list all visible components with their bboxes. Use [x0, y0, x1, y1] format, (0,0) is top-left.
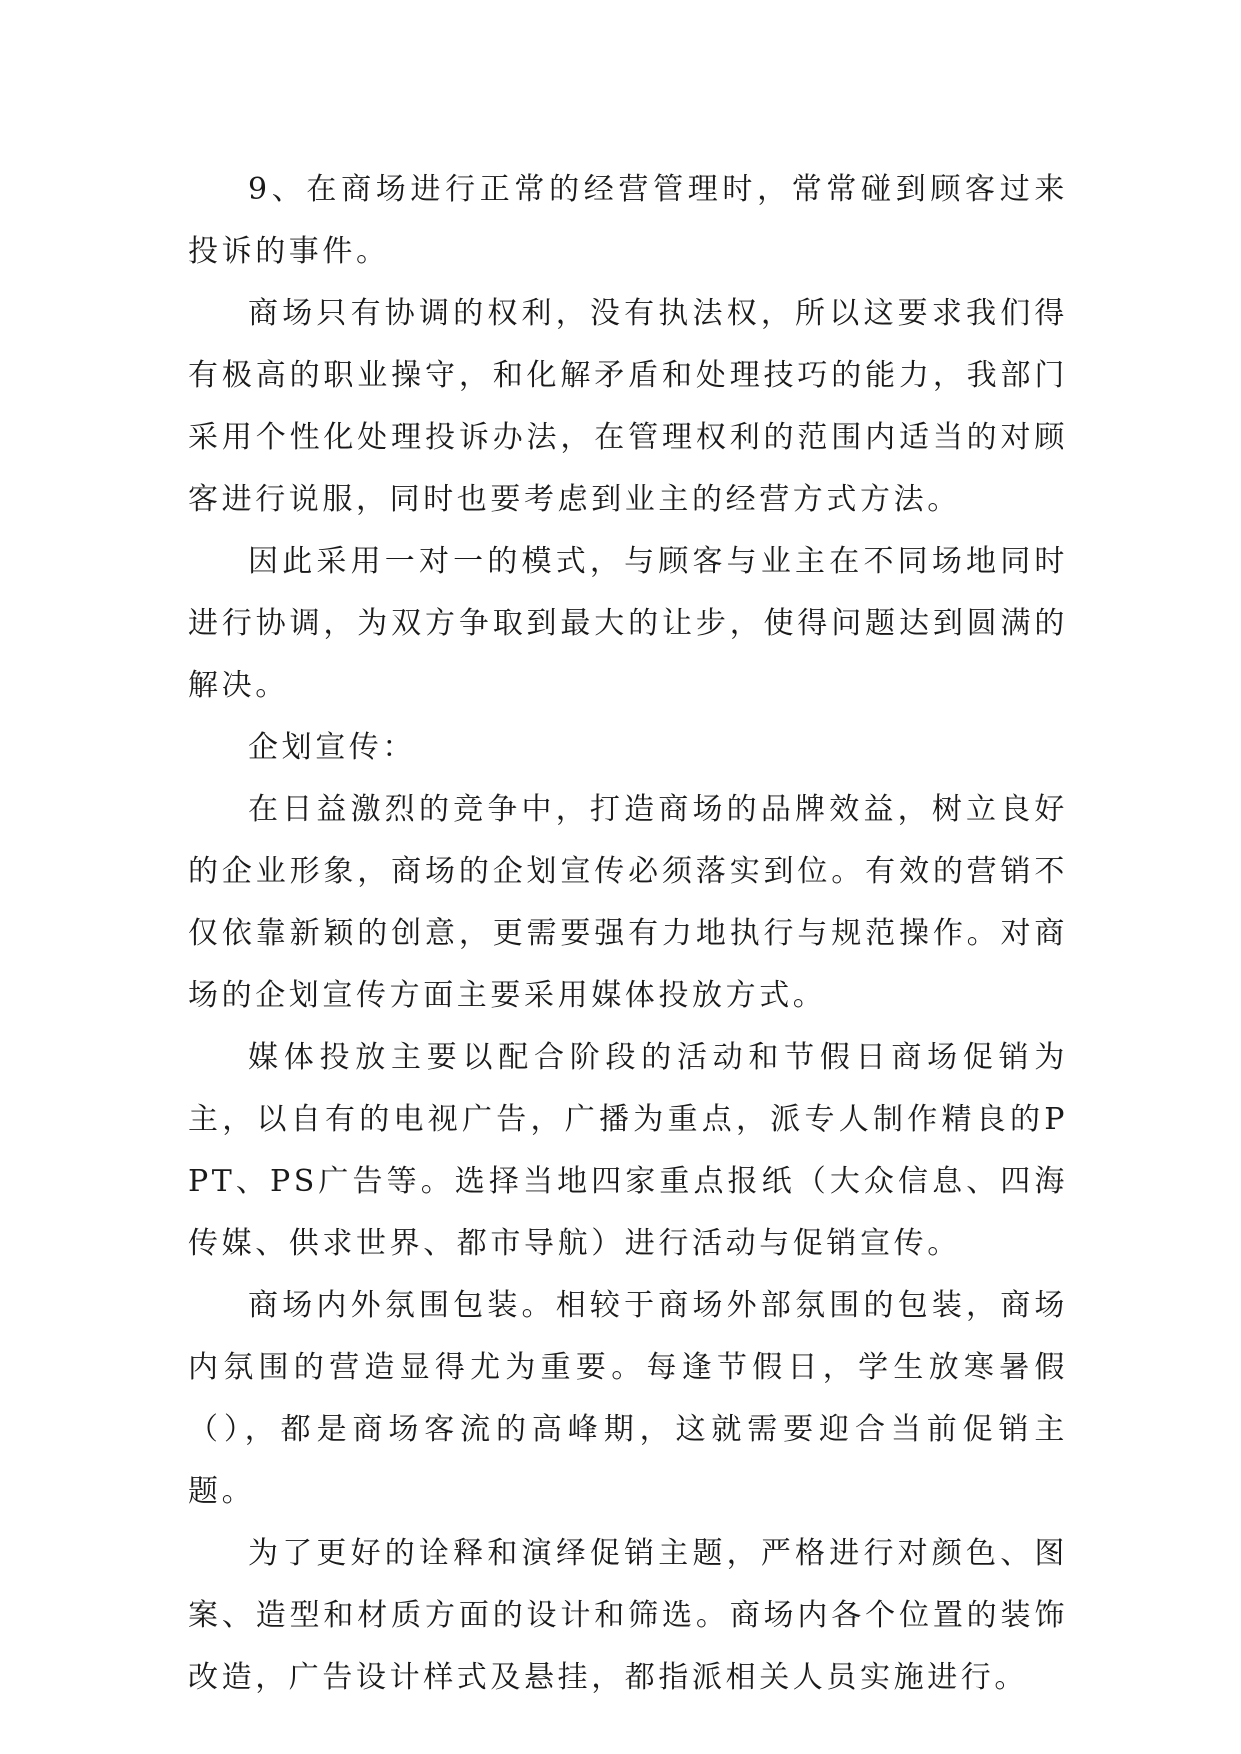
- paragraph-media-placement: 媒体投放主要以配合阶段的活动和节假日商场促销为主，以自有的电视广告，广播为重点，派专人制作精良的PPT、PS广告等。选择当地四家重点报纸（大众信息、四海传媒、供求世界、都市导航）进行活动与促销宣传。: [188, 1040, 1068, 1261]
- section-heading-planning-publicity: 企划宣传：: [248, 730, 416, 765]
- paragraph-coordination-rights: 商场只有协调的权利，没有执法权，所以这要求我们得有极高的职业操守，和化解矛盾和处理技巧的能力，我部门采用个性化处理投诉办法，在管理权利的范围内适当的对顾客进行说服，同时也要考虑到业主的经营方式方法。: [188, 296, 1068, 517]
- paragraph-brand-image: 在日益激烈的竞争中，打造商场的品牌效益，树立良好的企业形象，商场的企划宣传必须落实到位。有效的营销不仅依靠新颖的创意，更需要强有力地执行与规范操作。对商场的企划宣传方面主要采用媒体投放方式。: [188, 792, 1068, 1013]
- document-body: [188, 159, 1068, 1709]
- paragraph-atmosphere-packaging: 商场内外氛围包装。相较于商场外部氛围的包装，商场内氛围的营造显得尤为重要。每逢节假日，学生放寒暑假（），都是商场客流的高峰期，这就需要迎合当前促销主题。: [188, 1288, 1068, 1509]
- paragraph-complaint-handling: 9、在商场进行正常的经营管理时，常常碰到顾客过来投诉的事件。: [188, 172, 1068, 269]
- paragraph-promotion-theme-design: 为了更好的诠释和演绎促销主题，严格进行对颜色、图案、造型和材质方面的设计和筛选。商场内各个位置的装饰改造，广告设计样式及悬挂，都指派相关人员实施进行。: [188, 1536, 1068, 1695]
- paragraph-one-on-one-mode: 因此采用一对一的模式，与顾客与业主在不同场地同时进行协调，为双方争取到最大的让步，使得问题达到圆满的解决。: [188, 544, 1068, 703]
